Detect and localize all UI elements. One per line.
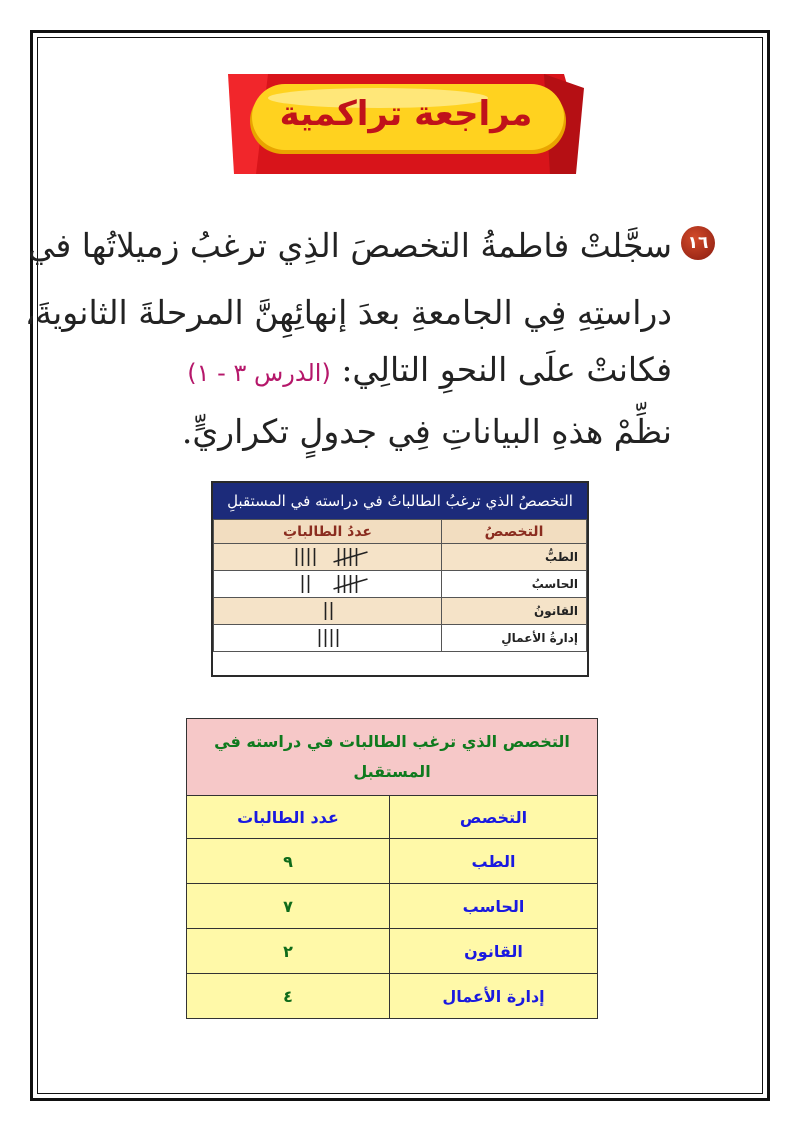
- tally-row-category: الطبُّ: [442, 544, 587, 571]
- frequency-row: [187, 839, 598, 884]
- frequency-row-category: الحاسب: [390, 884, 598, 929]
- frequency-row-category: إدارة الأعمال: [390, 974, 598, 1019]
- tally-row: [214, 598, 587, 625]
- frequency-col-count: عدد الطالبات: [187, 796, 390, 839]
- question-line-2: دراستِهِ فِي الجامعةِ بعدَ إنهائِهِنَّ المرحلةَ الثانويةَ،: [24, 293, 672, 332]
- frequency-row-count: ٧: [187, 884, 390, 929]
- tally-row: [214, 571, 587, 598]
- tally-table-grid: [213, 519, 587, 652]
- frequency-row-count: ٩: [187, 839, 390, 884]
- title-banner: [228, 70, 584, 180]
- frequency-row-category: القانون: [390, 929, 598, 974]
- tally-row: [214, 625, 587, 652]
- frequency-row-count: ٤: [187, 974, 390, 1019]
- tally-marks-icon: [214, 573, 441, 595]
- frequency-row-count: ٢: [187, 929, 390, 974]
- tally-marks-icon: [214, 627, 441, 649]
- page-title: مراجعة تراكمية: [279, 94, 533, 134]
- frequency-col-category: التخصص: [390, 796, 598, 839]
- frequency-header-row: [187, 796, 598, 839]
- tally-marks-icon: [214, 600, 441, 622]
- tally-row-category: القانونُ: [442, 598, 587, 625]
- tally-row-marks: [214, 625, 442, 652]
- frequency-table-title: [187, 719, 598, 796]
- question-line-3: [187, 350, 672, 389]
- tally-row-category: إدارةُ الأعمالِ: [442, 625, 587, 652]
- frequency-row: [187, 974, 598, 1019]
- frequency-table: [186, 718, 598, 1019]
- tally-row-marks: [214, 544, 442, 571]
- frequency-title-line-2: المستقبل: [353, 762, 431, 781]
- question-line-3-text: فكانتْ علَى النحوِ التالِي:: [341, 350, 672, 389]
- tally-marks-icon: [214, 546, 441, 568]
- tally-row-marks: [214, 598, 442, 625]
- tally-table: [211, 481, 589, 677]
- tally-col-category: التخصصُ: [442, 520, 587, 544]
- tally-row-marks: [214, 571, 442, 598]
- question-line-4: نظِّمْ هذهِ البياناتِ فِي جدولٍ تكراريٍّ.: [181, 412, 672, 451]
- tally-row-category: الحاسبُ: [442, 571, 587, 598]
- tally-table-title: التخصصُ الذي ترغبُ الطالباتُ في دراسته في المستقبلِ: [213, 483, 587, 519]
- tally-row: [214, 544, 587, 571]
- question-line-1: سجَّلتْ فاطمةُ التخصصَ الذِي ترغبُ زميلاتُها في: [27, 226, 672, 265]
- frequency-title-line-1: التخصص الذي ترغب الطالبات في دراسته في: [214, 732, 570, 751]
- tally-col-count: عددُ الطالباتِ: [214, 520, 442, 544]
- question-number-badge: ١٦: [681, 226, 715, 260]
- frequency-row: [187, 884, 598, 929]
- frequency-row: [187, 929, 598, 974]
- tally-table-header-row: [214, 520, 587, 544]
- lesson-reference: (الدرس ٣ - ١): [187, 359, 331, 387]
- frequency-row-category: الطب: [390, 839, 598, 884]
